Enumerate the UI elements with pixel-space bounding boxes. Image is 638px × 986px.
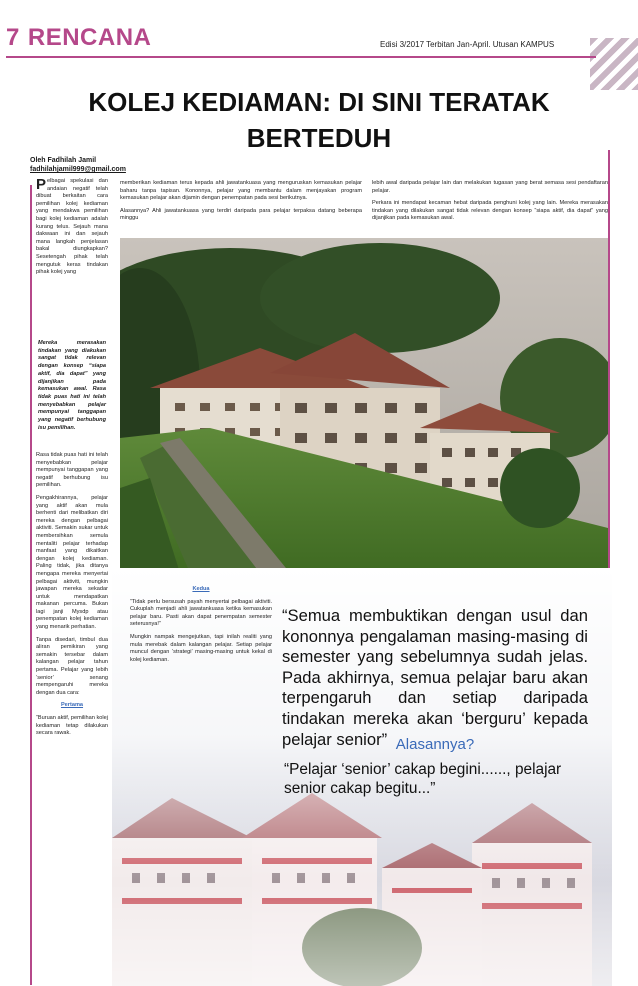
left-para-2: Rasa tidak puas hati ini telah menyebabkan pelajar mempunyai tanggapan yang negatif berhubung isu pemilihan. <box>36 452 108 489</box>
column-right <box>372 180 608 228</box>
left-para-5: “Buruan aktif, pemilihan kolej kediaman tetap dilakukan secara rawak. <box>36 715 108 737</box>
author-byline: Oleh Fadhilah Jamil <box>30 157 97 164</box>
dropcap: P <box>36 176 47 193</box>
bottom-para-2: Mungkin nampak mengejutkan, tapi inilah realiti yang mula merebak dalam kalangan pelajar. Setiap pelajar muncul dengan ‘strategi’ masing-masing untuk kekal di kolej kediaman. <box>130 633 272 663</box>
highlight-quote <box>282 606 588 750</box>
left-para-3: Pengakhirannya, pelajar yang aktif akan mula berhenti dari melibatkan diri mereka dengan pelbagai aktiviti. Semakin sukar untuk membersihkan semula mentaliti pelajar terhadap manfaat yang dikaitkan dengan kolej kediaman. Paling tidak, jika ditanya mengapa mereka menyertai pelbagai aktiviti, mungkin jawapan mereka sekadar untuk mendapatkan makanan percuma. Bukan lagi janji Mysdp atau penempatan kolej kediaman yang menarik perhatian. <box>36 494 108 631</box>
pull-quote: Mereka merasakan tindakan yang diakukan sangat tidak relevan dengan konsep “siapa aktif, dia dapat” yang dijanjikan pada kemasukan awal. Rasa tidak puas hati ini telah menyebabkan pelajar mempunyai tanggapan yang negatif berhubung isu pemilihan. <box>38 340 106 431</box>
highlight-quote-text: “Semua membuktikan dengan usul dan kononnya pengalaman masing-masing di semester yang sebelumnya sudah jelas. Pada akhirnya, semua pelajar baru akan terpengaruh dan setiap daripada tindakan mereka akan ‘berguru’ kepada pelajar senior” <box>282 606 588 749</box>
column-left-intro <box>36 178 108 282</box>
left-subheading: Pertama <box>60 702 84 709</box>
left-accent-bar <box>30 185 32 985</box>
intro-text: elbagai spekulasi dan andaian negatif telah dibuat berkaitan cara pemilihan kolej kediaman yang mendakwa pemilihan bagi kolej kediaman adalah kurang telus. Sejauh mana dakwaan ini dan sejauh mana langkah penjelasan bakal diungkapkan? Sesetengah pihak telah mengutuk keras tindakan pihak kolej yang <box>36 178 108 276</box>
right-para-2: Perkara ini mendapat kecaman hebat daripada penghuni kolej yang lain. Mereka merasakan tindakan yang dilakukan sangat tidak relevan dengan konsep “siapa aktif, dia dapat” yang dijanjikan pada kemasukan awal. <box>372 200 608 222</box>
photo-kolej-kediaman <box>120 238 608 573</box>
author-email[interactable]: fadhilahjamil999@gmail.com <box>30 166 126 173</box>
header-rule <box>6 56 596 58</box>
column-bottom <box>130 586 272 669</box>
header-stripe-decoration <box>590 38 638 90</box>
left-para-4: Tanpa disedari, timbul dua aliran pemikiran yang semakin tersebar dalam kalangan pelajar tahun pertama. Pelajar yang lebih ‘senior’ senang mempengaruhi mereka dengan dua cara: <box>36 636 108 696</box>
middle-para-2: Alasannya? Ahli jawatankuasa yang terdiri daripada para pelajar terpaksa datang beberapa minggu <box>120 207 362 222</box>
headline-line-2: BERTEDUH <box>246 123 392 153</box>
bottom-subheading: Kedua <box>192 586 210 592</box>
headline-line-1: KOLEJ KEDIAMAN: DI SINI TERATAK <box>88 87 550 117</box>
headline <box>0 84 638 156</box>
column-left-body <box>36 452 108 743</box>
column-middle <box>120 180 362 228</box>
section-title: RENCANA <box>27 24 152 51</box>
edition-info: Edisi 3/2017 Terbitan Jan-April. Utusan KAMPUS <box>380 40 555 49</box>
middle-para-1: memberikan kediaman terus kepada ahli jawatankuasa yang menguruskan kemasukan pelajar baharu tanpa tapisan. Kononnya, pelajar yang membantu dalam menjayakan program kemasukan pelajar akan dijamin dengan penempatan pada sesi berikutnya. <box>120 180 362 202</box>
author-block <box>30 156 126 174</box>
page-number: 7 <box>6 24 20 51</box>
right-para-1: lebih awal daripada pelajar lain dan melakukan tugasan yang berat semasa sesi pendaftaran pelajar. <box>372 180 608 194</box>
quote-subheading: Alasannya? <box>395 736 475 753</box>
highlight-quote-2: “Pelajar ‘senior’ cakap begini......, pelajar senior cakap begitu...” <box>284 761 562 797</box>
bottom-para-1: “Tidak perlu bersusah payah menyertai pelbagai aktiviti. Cukuplah menjadi ahli jawatankuasa ketika kemasukan pelajar baru. Pasti akan dapat penempatan semester seterusnya!” <box>130 598 272 628</box>
main-photo <box>120 238 608 573</box>
